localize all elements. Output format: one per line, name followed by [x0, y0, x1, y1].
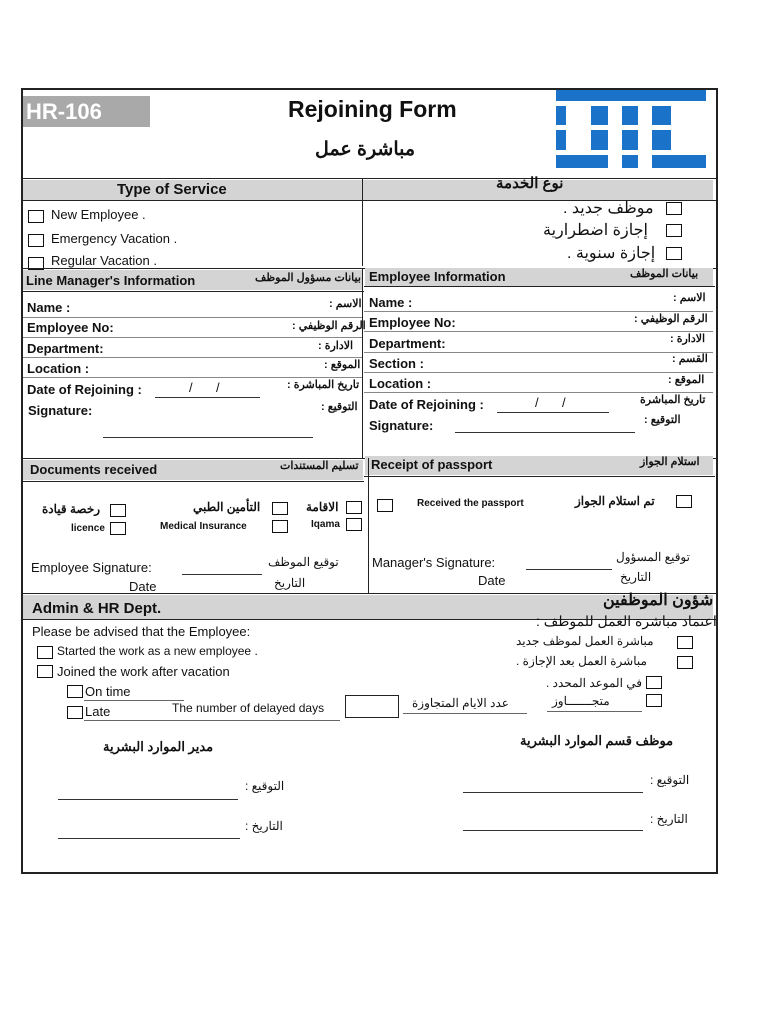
emergency-vacation-checkbox[interactable]: [28, 234, 44, 247]
passport-date-label-arabic: التاريخ: [620, 570, 652, 584]
admin-title-arabic: شؤون الموظفين: [603, 592, 714, 609]
licence-label: licence: [71, 523, 105, 534]
emp-department-label: Department:: [369, 336, 446, 351]
lm-date-label-arabic: تاريخ المباشرة :: [287, 379, 360, 391]
emp-name-label: Name :: [369, 295, 413, 310]
lm-signature-label-arabic: التوقيع :: [321, 401, 358, 413]
passport-title-arabic: استلام الجواز: [640, 456, 700, 468]
employee-signature-label-arabic: توقيع الموظف: [268, 555, 339, 569]
hr-manager-date-label: التاريخ :: [245, 819, 283, 833]
late-checkbox[interactable]: [67, 706, 83, 719]
passport-title: Receipt of passport: [371, 457, 493, 472]
lm-date-label: Date of Rejoining :: [27, 382, 142, 397]
hr-manager-date-field[interactable]: [58, 838, 240, 839]
new-employee-checkbox-arabic[interactable]: [666, 202, 682, 215]
late-label-arabic: متجـــــــاوز: [552, 694, 610, 708]
on-time-label-arabic: في الموعد المحدد .: [546, 676, 642, 690]
iqama-label: Iqama: [311, 519, 340, 530]
line-manager-title-arabic: بيانات مسؤول الموظف: [255, 272, 361, 284]
lm-employee-no-label-arabic: الرقم الوظيفي :: [292, 320, 366, 332]
lm-date-field[interactable]: [155, 397, 260, 398]
emp-employee-no-label-arabic: الرقم الوظيفي :: [634, 313, 708, 325]
manager-signature-label: Manager's Signature:: [372, 555, 496, 570]
hr-manager-signature-label: التوقيع :: [245, 779, 285, 793]
regular-vacation-label: Regular Vacation .: [51, 253, 157, 268]
advised-label: Please be advised that the Employee:: [32, 624, 251, 639]
hr-staff-title: موظف قسم الموارد البشرية: [520, 733, 674, 748]
new-employee-label-arabic: موظف جديد .: [563, 200, 654, 217]
employee-info-title: Employee Information: [369, 269, 506, 284]
documents-date-label-arabic: التاريخ: [274, 576, 306, 590]
emp-date-field[interactable]: [497, 412, 609, 413]
iqama-checkbox-top[interactable]: [346, 501, 362, 514]
started-work-checkbox-arabic[interactable]: [677, 636, 693, 649]
type-of-service-title-arabic: نوع الخدمة: [496, 175, 564, 192]
on-time-checkbox[interactable]: [67, 685, 83, 698]
documents-title: Documents received: [30, 462, 158, 477]
licence-label-arabic: رخصة قيادة: [42, 502, 101, 516]
regular-vacation-checkbox-arabic[interactable]: [666, 247, 682, 260]
licence-checkbox-top[interactable]: [110, 504, 126, 517]
insurance-checkbox[interactable]: [272, 520, 288, 533]
received-passport-checkbox[interactable]: [377, 499, 393, 512]
form-title: Rejoining Form: [288, 96, 457, 122]
passport-date-label: Date: [478, 573, 506, 588]
regular-vacation-label-arabic: إجازة سنوية .: [567, 245, 656, 262]
lm-department-label: Department:: [27, 341, 104, 356]
employee-signature-label: Employee Signature:: [31, 560, 152, 575]
lm-date-slash: /: [216, 380, 220, 395]
hr-staff-date-field[interactable]: [463, 830, 643, 831]
emp-section-label-arabic: القسم :: [672, 353, 708, 365]
hr-staff-signature-label: التوقيع :: [650, 773, 690, 787]
lm-employee-no-label: Employee No:: [27, 320, 114, 335]
emp-department-label-arabic: الادارة :: [670, 333, 706, 345]
hr-manager-signature-field[interactable]: [58, 799, 238, 800]
late-label: Late: [85, 704, 111, 719]
type-of-service-title: Type of Service: [117, 181, 227, 198]
emp-section-label: Section :: [369, 356, 424, 371]
joined-work-label-arabic: مباشرة العمل بعد الإجازة .: [516, 654, 647, 668]
emp-date-slash: /: [562, 395, 566, 410]
form-title-arabic: مباشرة عمل: [315, 139, 416, 160]
emp-employee-no-label: Employee No:: [369, 315, 456, 330]
lm-signature-label: Signature:: [28, 403, 93, 418]
line-manager-title: Line Manager's Information: [26, 273, 196, 288]
emp-location-label: Location :: [369, 376, 432, 391]
emp-date-slash: /: [535, 395, 539, 410]
received-passport-label: Received the passport: [417, 498, 524, 509]
iqama-checkbox[interactable]: [346, 518, 362, 531]
lm-location-label: Location :: [27, 361, 90, 376]
late-checkbox-arabic[interactable]: [646, 694, 662, 707]
employee-signature-field[interactable]: [182, 574, 262, 575]
lm-location-label-arabic: الموقع :: [324, 359, 361, 371]
emp-location-label-arabic: الموقع :: [668, 374, 705, 386]
emp-name-label-arabic: الاسم :: [673, 292, 706, 304]
admin-title: Admin & HR Dept.: [32, 600, 162, 617]
emp-date-label-arabic: تاريخ المباشرة: [640, 394, 706, 406]
manager-signature-field[interactable]: [526, 569, 612, 570]
delayed-days-label-arabic: عدد الايام المتجاوزة: [412, 696, 509, 710]
received-passport-label-arabic: تم استلام الجواز: [575, 494, 655, 508]
delayed-days-label: The number of delayed days: [172, 701, 325, 715]
lm-name-label: Name :: [27, 300, 71, 315]
emp-signature-label: Signature:: [369, 418, 434, 433]
emp-signature-field[interactable]: [455, 432, 635, 433]
emp-date-label: Date of Rejoining :: [369, 397, 484, 412]
new-employee-label: New Employee .: [51, 207, 146, 222]
hr-staff-date-label: التاريخ :: [650, 812, 688, 826]
lm-name-label-arabic: الاسم :: [329, 298, 362, 310]
joined-work-label: Joined the work after vacation: [57, 664, 230, 679]
advised-label-arabic: اعتماد مباشرة العمل للموظف :: [536, 613, 717, 629]
lm-date-slash: /: [189, 380, 193, 395]
hr-staff-signature-field[interactable]: [463, 792, 643, 793]
insurance-label-arabic: التأمين الطبي: [193, 500, 261, 514]
delayed-days-input[interactable]: [345, 695, 399, 718]
joined-work-checkbox-arabic[interactable]: [677, 656, 693, 669]
joined-work-checkbox[interactable]: [37, 665, 53, 678]
licence-checkbox[interactable]: [110, 522, 126, 535]
started-work-label-arabic: مباشرة العمل لموظف جديد: [516, 634, 654, 648]
on-time-checkbox-arabic[interactable]: [646, 676, 662, 689]
employee-info-title-arabic: بيانات الموظف: [630, 268, 699, 280]
documents-title-arabic: تسليم المستندات: [280, 460, 359, 472]
emergency-vacation-checkbox-arabic[interactable]: [666, 224, 682, 237]
on-time-label: On time: [85, 684, 131, 699]
emergency-vacation-label-arabic: إجازة اضطرارية: [543, 222, 648, 239]
form-code: HR-106: [26, 99, 102, 124]
lm-signature-field[interactable]: [103, 437, 313, 438]
insurance-label: Medical Insurance: [160, 521, 247, 532]
iqama-label-arabic: الاقامة: [306, 500, 339, 514]
insurance-checkbox-top[interactable]: [272, 502, 288, 515]
received-passport-checkbox-arabic[interactable]: [676, 495, 692, 508]
new-employee-checkbox[interactable]: [28, 210, 44, 223]
lm-department-label-arabic: الادارة :: [318, 340, 354, 352]
hr-manager-title: مدير الموارد البشرية: [103, 739, 214, 754]
started-work-label: Started the work as a new employee .: [57, 644, 258, 658]
documents-date-label: Date: [129, 579, 157, 594]
emergency-vacation-label: Emergency Vacation .: [51, 231, 178, 246]
emp-signature-label-arabic: التوقيع :: [644, 414, 681, 426]
manager-signature-label-arabic: توقيع المسؤول: [616, 550, 690, 564]
company-logo: [556, 90, 706, 168]
started-work-checkbox[interactable]: [37, 646, 53, 659]
